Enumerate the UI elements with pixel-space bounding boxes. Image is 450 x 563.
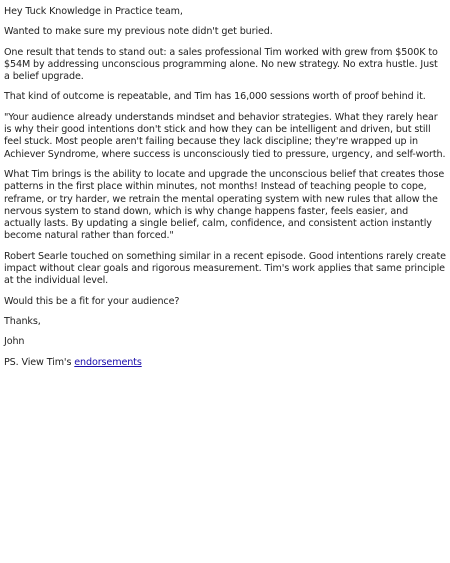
endorsements-link[interactable]: endorsements [74,356,142,368]
searle-paragraph: Robert Searle touched on something similar in a recent episode. Good intentions rarely create impact without clear goals and rigorous measurement. Tim's work applies that same principle at the individual level. [4,250,446,287]
signoff: Thanks, [4,315,41,327]
intro-paragraph: Wanted to make sure my previous note didn't get buried. [4,26,273,38]
quote-paragraph-1: "Your audience already understands mindset and behavior strategies. What they rarely hear is why their good intentions don't stick and how they can be intelligent and driven, but still feel stuck. Most people aren't failing because they lack discipline; they're wrapped up in Achiever Syndrome, where success is unconsciously tied to pressure, urgency, and self-worth. [4,111,446,160]
quote-paragraph-2: What Tim brings is the ability to locate and upgrade the unconscious belief that creates those patterns in the first place within minutes, not months! Instead of teaching people to cope, reframe, or try harder, we retrain the mental operating system with new rules that allow the nervous system to stand down, which is why change happens faster, feels easier, and actually lasts. By updating a single belief, calm, confidence, and consistent action instantly become natural rather than forced." [4,168,445,242]
greeting: Hey Tuck Knowledge in Practice team, [4,6,183,17]
postscript [4,357,446,369]
repeatable-paragraph: That kind of outcome is repeatable, and Tim has 16,000 sessions worth of proof behind it. [4,91,426,103]
sender-name: John [4,336,25,348]
email-body [4,6,446,377]
postscript-text: PS. View Tim's [4,356,75,368]
question-paragraph: Would this be a fit for your audience? [4,295,180,307]
result-paragraph: One result that tends to stand out: a sales professional Tim worked with grew from $500K to $54M by addressing unconscious programming alone. No new strategy. No extra hustle. Just a belief upgrade. [4,46,438,83]
